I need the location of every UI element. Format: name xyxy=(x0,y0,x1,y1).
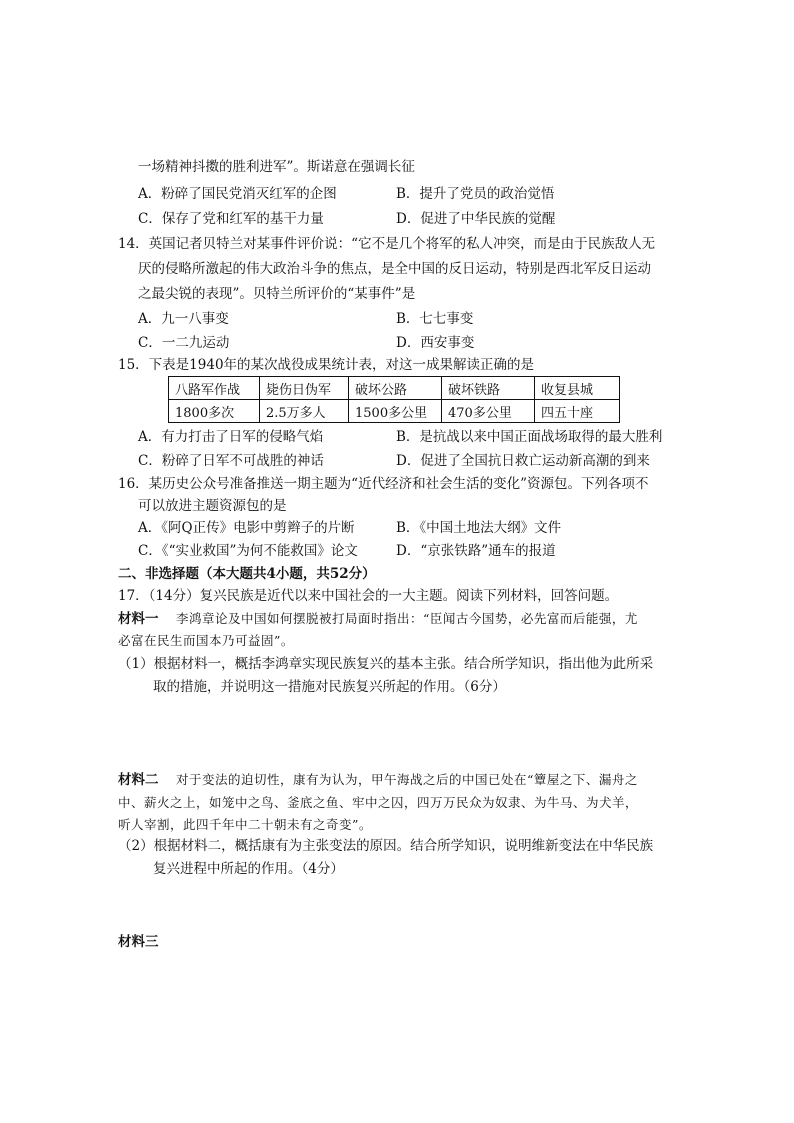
material-2-line-2: 中、薪火之上，如笼中之鸟、釜底之鱼、牢中之囚，四万万民众为奴隶、为牛马、为犬羊， xyxy=(118,795,639,810)
material-1-line-2: 必富在民生而国本乃可益固”。 xyxy=(118,633,294,648)
table-header-cell: 收复县城 xyxy=(535,377,620,400)
q16-option-d: D．“京张铁路”通车的报道 xyxy=(396,543,556,559)
q16-option-a: A．《阿Q正传》电影中剪辫子的片断 xyxy=(138,520,355,536)
q15-option-d: D．促进了全国抗日救亡运动新高潮的到来 xyxy=(396,453,650,469)
material-2-line-1: 对于变法的迫切性，康有为认为，甲午海战之后的中国已处在“簟屋之下、漏舟之 xyxy=(176,772,638,787)
material-2-label: 材料二 xyxy=(118,772,159,788)
q14-stem-line-3: 之最尖锐的表现”。贝特兰所评价的“某事件”是 xyxy=(138,286,416,302)
sub-question-1-line-2: 取的措施，并说明这一措施对民族复兴所起的作用。（6分） xyxy=(153,679,506,695)
q15-option-c: C．粉碎了日军不可战胜的神话 xyxy=(138,453,324,469)
table-row xyxy=(169,400,620,423)
q13-option-c: C．保存了党和红军的基干力量 xyxy=(138,211,324,227)
sub-question-2-line-1: （2）根据材料二，概括康有为主张变法的原因。结合所学知识，说明维新变法在中华民族 xyxy=(118,838,654,854)
q15-option-a: A．有力打击了日军的侵略气焰 xyxy=(138,429,324,445)
q16-option-c: C．《“实业救国”为何不能救国》论文 xyxy=(138,543,358,559)
q17-stem: 17．（14分）复兴民族是近代以来中国社会的一大主题。阅读下列材料，回答问题。 xyxy=(118,588,619,604)
table-header-cell: 八路军作战 xyxy=(169,377,260,400)
q14-option-d: D．西安事变 xyxy=(396,335,475,351)
q14-option-b: B．七七事变 xyxy=(396,311,474,327)
table-header-cell: 毙伤日伪军 xyxy=(260,377,349,400)
q13-option-d: D．促进了中华民族的觉醒 xyxy=(396,211,556,227)
q15-option-b: B．是抗战以来中国正面战场取得的最大胜利 xyxy=(396,429,663,445)
material-2-line-3: 听人宰割，此四千年中二十朝未有之奇变”。 xyxy=(118,817,372,832)
table-cell: 1800多次 xyxy=(169,400,260,423)
material-1-line-1: 李鸿章论及中国如何摆脱被打局面时指出：“臣闻古今国势，必先富而后能强，尤 xyxy=(176,611,638,626)
table-cell: 470多公里 xyxy=(442,400,535,423)
q14-stem-line-1: 14．英国记者贝特兰对某事件评价说：“它不是几个将军的私人冲突，而是由于民族敌人无 xyxy=(118,236,656,252)
q16-stem-line-2: 可以放进主题资源包的是 xyxy=(138,498,287,514)
table-header-cell: 破坏铁路 xyxy=(442,377,535,400)
q14-stem-line-2: 厌的侵略所激起的伟大政治斗争的焦点，是全中国的反日运动，特别是西北军反日运动 xyxy=(138,261,651,277)
table-header-cell: 破坏公路 xyxy=(349,377,442,400)
q15-stem: 15．下表是1940年的某次战役成果统计表，对这一成果解读正确的是 xyxy=(118,357,535,373)
table-cell: 四五十座 xyxy=(535,400,620,423)
sub-question-2-line-2: 复兴进程中所起的作用。（4分） xyxy=(153,861,344,877)
table-cell: 1500多公里 xyxy=(349,400,442,423)
sub-question-1-line-1: （1）根据材料一，概括李鸿章实现民族复兴的基本主张。结合所学知识，指出他为此所采 xyxy=(118,656,654,672)
q14-option-a: A．九一八事变 xyxy=(138,311,229,327)
material-1-label: 材料一 xyxy=(118,611,159,627)
material-3-label: 材料三 xyxy=(118,934,159,950)
q13-stem-tail: 一场精神抖擞的胜利进军”。斯诺意在强调长征 xyxy=(138,159,415,175)
q16-stem-line-1: 16．某历史公众号准备推送一期主题为“近代经济和社会生活的变化”资源包。下列各项不 xyxy=(118,476,649,492)
q13-option-a: A．粉碎了国民党消灭红军的企图 xyxy=(138,186,337,202)
q13-option-b: B．提升了党员的政治觉悟 xyxy=(396,186,555,202)
q14-option-c: C．一二九运动 xyxy=(138,335,230,351)
battle-stats-table xyxy=(168,376,620,423)
q16-option-b: B．《中国土地法大纲》文件 xyxy=(396,520,562,536)
section-heading: 二、非选择题（本大题共4小题，共52分） xyxy=(118,566,376,582)
table-cell: 2.5万多人 xyxy=(260,400,349,423)
table-header-row xyxy=(169,377,620,400)
